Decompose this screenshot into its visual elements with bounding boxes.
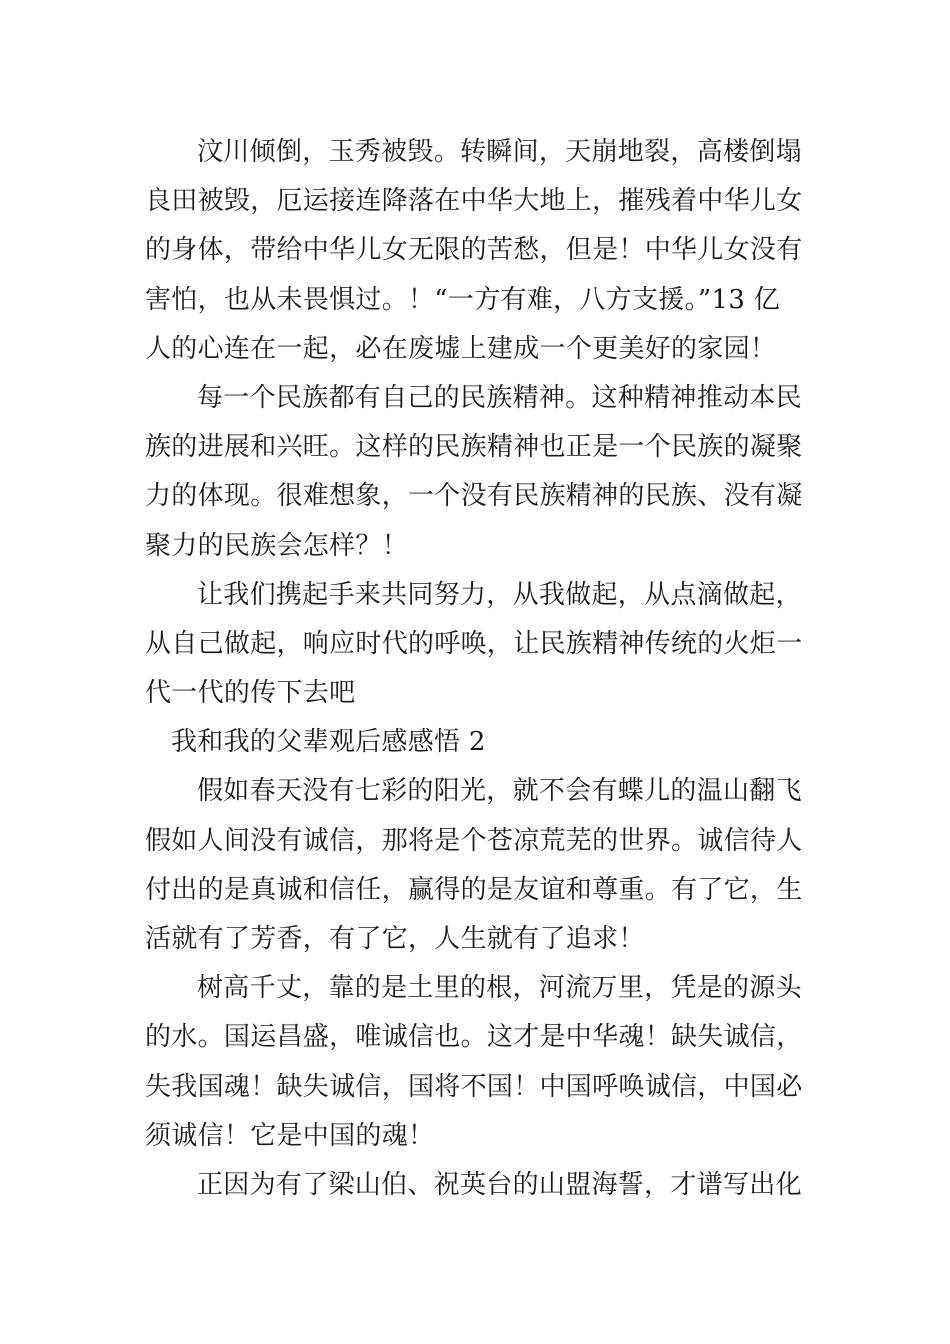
text-line: 假如人间没有诚信，那将是个苍凉荒芜的世界。诚信待人 <box>145 825 803 856</box>
text-line: 须诚信！它是中国的魂！ <box>145 1120 435 1151</box>
text-line: 从自己做起，响应时代的呼唤，让民族精神传统的火炬一 <box>145 628 803 659</box>
text-line: 人的心连在一起，必在废墟上建成一个更美好的家园！ <box>145 333 777 364</box>
text-line: 每一个民族都有自己的民族精神。这种精神推动本民 <box>197 382 802 413</box>
document-page <box>145 128 810 1210</box>
text-line: 害怕，也从未畏惧过。！“一方有难，八方支援。”13 亿 <box>145 284 781 315</box>
text-line: 让我们携起手来共同努力，从我做起，从点滴做起， <box>197 579 802 610</box>
text-line: 族的进展和兴旺。这样的民族精神也正是一个民族的凝聚 <box>145 432 803 463</box>
section-heading <box>145 718 810 767</box>
paragraph-join-hands <box>145 571 810 719</box>
text-line: 聚力的民族会怎样？！ <box>145 530 409 561</box>
paragraph-tree-roots <box>145 964 810 1161</box>
text-line: 付出的是真诚和信任，赢得的是友谊和尊重。有了它，生 <box>145 874 803 905</box>
text-line: 失我国魂！缺失诚信，国将不国！中国呼唤诚信，中国必 <box>145 1071 803 1102</box>
paragraph-liang-zhu <box>145 1161 810 1210</box>
text-line: 树高千丈，靠的是土里的根，河流万里，凭是的源头 <box>197 973 802 1004</box>
paragraph-integrity <box>145 767 810 964</box>
text-line: 的水。国运昌盛，唯诚信也。这才是中华魂！缺失诚信， <box>145 1022 803 1053</box>
paragraph-national-spirit <box>145 374 810 571</box>
text-line: 力的体现。很难想象，一个没有民族精神的民族、没有凝 <box>145 481 803 512</box>
paragraph-wenchuan <box>145 128 810 374</box>
text-line: 的身体，带给中华儿女无限的苦愁，但是！中华儿女没有 <box>145 235 803 266</box>
text-line: 活就有了芳香，有了它，人生就有了追求！ <box>145 924 645 954</box>
text-line: 代一代的传下去吧 <box>145 678 356 709</box>
text-line: 假如春天没有七彩的阳光，就不会有蝶儿的温山翻飞 <box>197 776 802 807</box>
text-line: 良田被毁，厄运接连降落在中华大地上，摧残着中华儿女 <box>145 186 803 217</box>
text-line: 正因为有了梁山伯、祝英台的山盟海誓，才谱写出化 <box>197 1169 802 1200</box>
heading-line: 我和我的父辈观后感感悟 2 <box>171 727 486 758</box>
text-line: 汶川倾倒，玉秀被毁。转瞬间，天崩地裂，高楼倒塌 <box>197 137 802 167</box>
